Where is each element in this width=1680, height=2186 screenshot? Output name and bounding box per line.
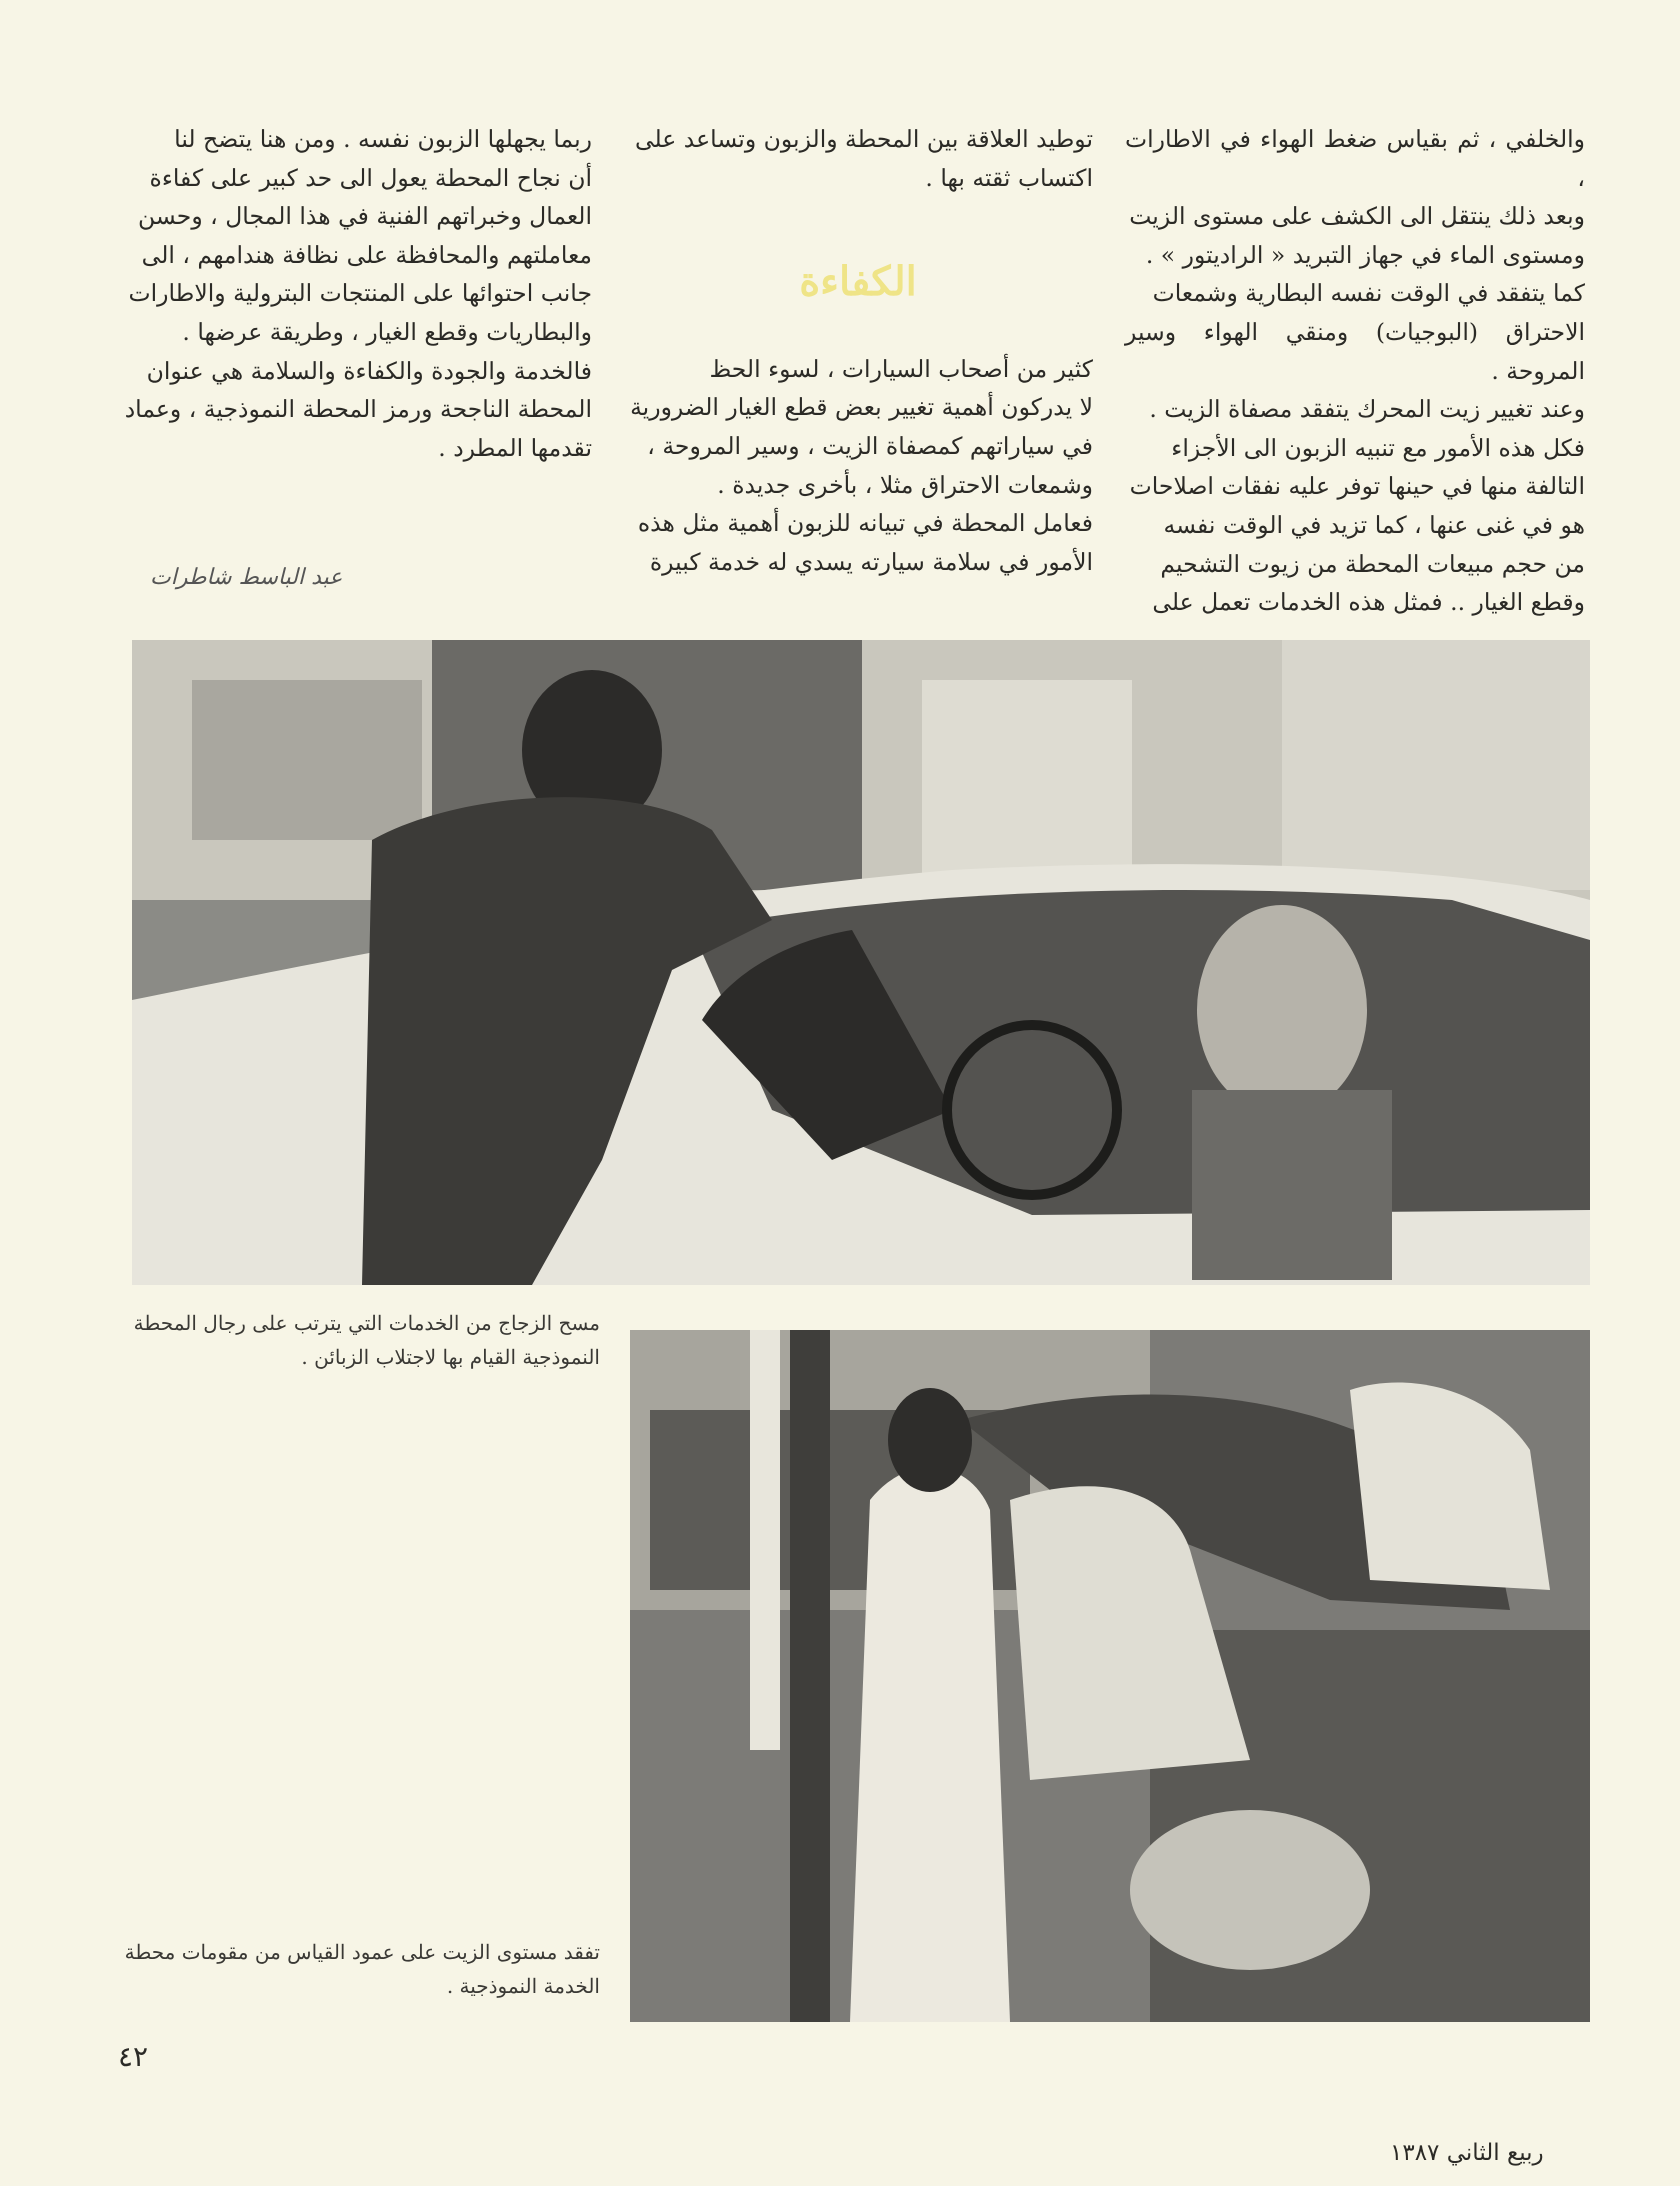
issue-date: ربيع الثاني ١٣٨٧ [1390,2140,1544,2166]
article-line: في سياراتهم كمصفاة الزيت ، وسير المروحة ، [647,431,1093,460]
photo-2-caption: تفقد مستوى الزيت على عمود القياس من مقومات محطة الخدمة النموذجية . [124,1940,600,1998]
photo-2-illustration [630,1330,1590,2022]
article-line: الأمور في سلامة سيارته يسدي له خدمة كبيرة [649,547,1093,576]
article-line: معاملتهم والمحافظة على نظافة هندامهم ، الى [141,240,592,269]
article-column-left [122,120,592,467]
article-line: كثير من أصحاب السيارات ، لسوء الحظ [709,354,1093,383]
article-line: التالفة منها في حينها توفر عليه نفقات اصلاحات [1129,472,1585,501]
article-line: الاحتراق (البوجيات) ومنقي الهواء وسير المروحة . [1125,317,1585,385]
photo-1-illustration [132,640,1590,1285]
article-column-middle-top [623,120,1093,197]
article-line: لا يدركون أهمية تغيير بعض قطع الغيار الضرورية [630,393,1093,422]
article-line: وشمعات الاحتراق مثلا ، بأخرى جديدة . [717,470,1093,499]
article-line: ومستوى الماء في جهاز التبريد « الراديتور » . [1145,240,1585,269]
article-line: أن نجاح المحطة يعول الى حد كبير على كفاءة [149,163,592,192]
article-line: فعامل المحطة في تبيانه للزبون أهمية مثل هذه [637,509,1093,538]
article-line: والبطاريات وقطع الغيار ، وطريقة عرضها . [182,317,592,346]
author-signature: عبد الباسط شاطرات [150,565,343,590]
article-line: المحطة الناجحة ورمز المحطة النموذجية ، وعماد [124,395,592,424]
article-line: والخلفي ، ثم بقياس ضغط الهواء في الاطارات ، [1125,125,1585,192]
article-line: كما يتفقد في الوقت نفسه البطارية وشمعات [1152,279,1585,308]
article-line: جانب احتوائها على المنتجات البترولية والاطارات [128,279,592,308]
article-line: وبعد ذلك ينتقل الى الكشف على مستوى الزيت [1129,202,1585,231]
article-line: العمال وخبراتهم الفنية في هذا المجال ، وحسن [137,202,592,231]
article-line: وقطع الغيار .. فمثل هذه الخدمات تعمل على [1152,588,1585,617]
article-line: من حجم مبيعات المحطة من زيوت التشحيم [1160,549,1585,578]
photo-1-caption: مسح الزجاج من الخدمات التي يترتب على رجال المحطة النموذجية القيام بها لاجتلاب الزبائن . [133,1311,600,1369]
article-line: تقدمها المطرد . [438,433,592,462]
photo-oil-check [630,1330,1590,2022]
article-line: فكل هذه الأمور مع تنبيه الزبون الى الأجزاء [1171,433,1585,462]
article-line: ربما يجهلها الزبون نفسه . ومن هنا يتضح لنا [174,125,592,153]
article-column-middle [623,120,1093,581]
article-line: هو في غنى عنها ، كما تزيد في الوقت نفسه [1163,510,1585,539]
article-column-middle-bottom [623,350,1093,582]
article-line: وعند تغيير زيت المحرك يتفقد مصفاة الزيت . [1149,395,1585,424]
photo-windshield-cleaning [132,640,1590,1285]
article-line: فالخدمة والجودة والكفاءة والسلامة هي عنوان [146,356,592,385]
section-heading: الكفاءة [799,258,917,306]
article-line: اكتساب ثقته بها . [925,163,1093,192]
article-line: توطيد العلاقة بين المحطة والزبون وتساعد على [634,125,1093,153]
article-column-right [1125,120,1585,622]
page-number: ٤٢ [118,2040,149,2073]
